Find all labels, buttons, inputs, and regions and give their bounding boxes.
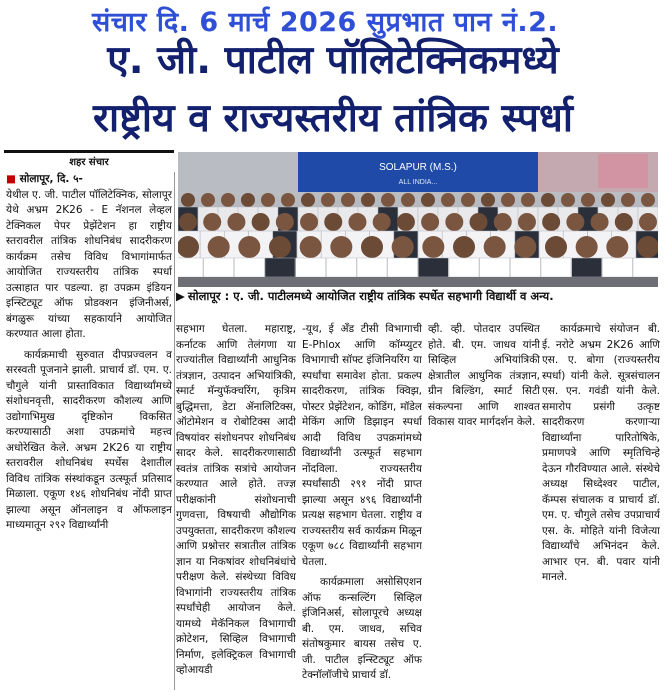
banner-subtext: ALL INDIA...: [398, 179, 438, 186]
person-head: [606, 236, 628, 258]
person-head: [501, 193, 515, 207]
person-body: [234, 258, 264, 277]
person-head: [601, 193, 615, 207]
person-head: [470, 213, 488, 231]
person-head: [542, 213, 560, 231]
person-head: [518, 213, 536, 231]
person-head: [208, 236, 230, 258]
person-head: [453, 236, 475, 258]
person-head: [566, 213, 584, 231]
paragraph-text: येथील ए. जी. पाटील पॉलिटेक्निक, सोलापूर येथे अभ्रम 2K26 - E नॅशनल लेव्हल टेक्निकल पेपर प्रेझेंटेशन हा राष्ट्रीय स्तरावरील तांत्रिक शोधनिबंध सादरीकरण कार्यक्रम तसेच विविध विभागांमार्फत आयोजित राज्यस्तरीय तांत्रिक स्पर्धा उत्साहात पार पडल्या. हा उपक्रम इंडियन इन्स्टिट्यूट ऑफ प्रोडक्शन इंजिनीअर्स, बंगळुरू यांच्या सहकार्याने आयोजित करण्यात आला होता.: [6, 188, 172, 340]
person-head: [637, 236, 658, 258]
person-head: [392, 236, 414, 258]
person-head: [361, 193, 375, 207]
person-body: [357, 258, 387, 277]
person-head: [324, 213, 342, 231]
group-photo-illustration: [178, 152, 658, 287]
article-paragraph: -यूथ, ई अँड टीसी विभागाची E-Phlox आणि कॉम्प्युटर विभागाची सॉफ्ट इंजिनियरिंग या स्पर्धांचा समावेश होता. प्रकल्प सादरीकरण, तांत्रिक क्विझ, पोस्टर प्रेझेंटेशन, कोडिंग, मॉडेल मेकिंग आणि डिझाइन स्पर्धा आदी विविध उपक्रमांमध्ये विद्यार्थ्यांनी उत्स्फूर्त सहभाग नोंदविला. राज्यस्तरीय स्पर्धांसाठी २९१ नोंदी प्राप्त झाल्या असून ४९६ विद्यार्थ्यांनी प्रत्यक्ष सहभाग घेतला. राष्ट्रीय व राज्यस्तरीय सर्व कार्यक्रम मिळून एकूण ७८८ विद्यार्थ्यांनी सहभाग घेतला.: [302, 323, 422, 568]
masthead-date-line: संचार दि. 6 मार्च 2026 सुप्रभात पान नं.2.: [92, 7, 559, 38]
article-paragraph: व्ही. व्ही. पोतदार उपस्थित होते. बी. एम. जाधव यांनी सिव्हिल अभियांत्रिकी क्षेत्रातील आधुनिक तंत्रज्ञान, ग्रीन बिल्डिंग, स्मार्ट सिटी संकल्पना आणि शाश्वत विकास यावर मार्गदर्शन केले.: [428, 323, 540, 428]
person-head: [276, 213, 294, 231]
person-head: [348, 213, 366, 231]
person-body: [204, 258, 234, 277]
group-photo: [178, 152, 658, 287]
person-head: [361, 236, 383, 258]
headline-line-1: ए. जी. पाटील पॉलिटेक्निकमध्ये: [107, 38, 559, 83]
person-body: [602, 258, 632, 277]
person-head: [330, 236, 352, 258]
person-head: [341, 193, 355, 207]
person-head: [641, 193, 655, 207]
person-head: [581, 193, 595, 207]
article-paragraph: कार्यक्रमाची सुरुवात दीपप्रज्वलन व सरस्वती पूजनाने झाली. प्राचार्य डॉ. एम. ए. चौगुले यांनी प्रास्ताविकात विद्यार्थ्यांमध्ये संशोधनवृत्ती, सादरीकरण कौशल्य आणि उद्योगाभिमुख दृष्टिकोन विकसित करण्यासाठी अशा उपक्रमांचे महत्त्व अधोरेखित केले. अभ्रम 2K26 या राष्ट्रीय स्तरावरील शोधनिबंध स्पर्धेस देशातील विविध तांत्रिक संस्थांकडून उत्स्फूर्त प्रतिसाद मिळाला. एकूण १४६ शोधनिबंध नोंदी प्राप्त झाल्या असून ऑनलाइन व ऑफलाइन माध्यमातून २९२ विद्यार्थ्यांनी: [6, 348, 172, 531]
photo-caption: [176, 289, 660, 309]
byline: शहर संचार: [4, 150, 174, 170]
person-body: [633, 258, 658, 277]
person-head: [484, 236, 506, 258]
person-head: [494, 213, 512, 231]
person-head: [397, 213, 415, 231]
headline-line-2: राष्ट्रीय व राज्यस्तरीय तांत्रिक स्पर्धा: [93, 96, 573, 141]
dateline: सोलापूर, दि. ५-: [19, 173, 83, 185]
column-divider: [174, 172, 175, 690]
article-column-4: [428, 322, 540, 690]
person-head: [221, 193, 235, 207]
person-head: [461, 193, 475, 207]
person-body: [449, 258, 479, 277]
person-head: [422, 236, 444, 258]
article-column-1: [6, 172, 172, 690]
person-body: [178, 258, 203, 277]
article-paragraph: सहभाग घेतला. महाराष्ट्र, कर्नाटक आणि तेलंगणा या राज्यांतील विद्यार्थ्यांनी आधुनिक तंत्रज्ञान, उत्पादन अभियांत्रिकी, स्मार्ट मॅन्युफॅक्चरिंग, कृत्रिम बुद्धिमत्ता, डेटा ॲनालिटिक्स, ऑटोमेशन व रोबोटिक्स आदी विषयांवर संशोधनपर शोधनिबंध सादर केले. सादरीकरणासाठी स्वतंत्र तांत्रिक सत्रांचे आयोजन करण्यात आले होते. तज्ज्ञ परीक्षकांनी संशोधनाची गुणवत्ता, विषयाची औद्योगिक उपयुक्तता, सादरीकरण कौशल्य आणि प्रश्नोत्तर सत्रातील तांत्रिक ज्ञान या निकषांवर शोधनिबंधांचे परीक्षण केले. संस्थेच्या विविध विभागांनी राज्यस्तरीय तांत्रिक स्पर्धांचेही आयोजन केले. यामध्ये मेकॅनिकल विभागाची क्रोटेशन, सिव्हिल विभागाची निर्माण, इलेक्ट्रिकल विभागाची व्होआयडी: [176, 323, 296, 676]
person-head: [261, 193, 275, 207]
person-head: [401, 193, 415, 207]
person-head: [445, 213, 463, 231]
person-body: [326, 258, 356, 277]
people-group: [178, 193, 658, 277]
caption-triangle-icon: ▶: [176, 289, 185, 303]
person-head: [381, 193, 395, 207]
person-body: [296, 258, 326, 277]
person-head: [238, 236, 260, 258]
person-head: [178, 236, 199, 258]
person-head: [373, 213, 391, 231]
person-body: [541, 258, 571, 277]
person-body: [510, 258, 540, 277]
person-head: [227, 213, 245, 231]
person-head: [300, 213, 318, 231]
person-head: [179, 213, 197, 231]
person-head: [300, 236, 322, 258]
article-column-2: [176, 322, 296, 690]
person-head: [321, 193, 335, 207]
person-head: [421, 193, 435, 207]
person-head: [514, 236, 536, 258]
article-paragraph: [6, 172, 172, 343]
person-head: [201, 193, 215, 207]
person-head: [639, 213, 657, 231]
banner-text: SOLAPUR (M.S.): [379, 162, 457, 173]
person-head: [545, 236, 567, 258]
person-head: [615, 213, 633, 231]
person-head: [203, 213, 221, 231]
person-head: [591, 213, 609, 231]
person-head: [252, 213, 270, 231]
person-head: [241, 193, 255, 207]
person-body: [265, 258, 295, 277]
person-head: [621, 193, 635, 207]
article-paragraph: कार्यक्रमाला असोसिएशन ऑफ कन्सल्टिंग सिव्हिल इंजिनिअर्स, सोलापूरचे अध्यक्ष बी. एम. जाधव, सचिव संतोषकुमार बायस तसेच ए. जी. पाटील इन्स्टिट्यूट ऑफ टेक्नॉलॉजीचे प्राचार्य डॉ.: [302, 576, 422, 681]
bullet-icon: ■: [6, 173, 20, 185]
caption-text: सोलापूर : ए. जी. पाटीलमध्ये आयोजित राष्ट्रीय तांत्रिक स्पर्धेत सहभागी विद्यार्थी व अन्य.: [187, 289, 554, 303]
person-head: [441, 193, 455, 207]
person-head: [521, 193, 535, 207]
person-head: [481, 193, 495, 207]
person-head: [541, 193, 555, 207]
article-column-5: [542, 322, 660, 690]
person-head: [269, 236, 291, 258]
person-head: [561, 193, 575, 207]
person-head: [421, 213, 439, 231]
person-body: [418, 258, 448, 277]
person-head: [281, 193, 295, 207]
person-head: [181, 193, 195, 207]
article-paragraph: कार्यक्रमाचे संयोजन बी. ई. नरोटे अभ्रम 2K26 आणि एस. ए. बोगा (राज्यस्तरीय स्पर्धा) यांनी केले. सूत्रसंचालन एस. एन. गवंडी यांनी केले. समारोप प्रसंगी उत्कृष्ट सादरीकरण करणाऱ्या विद्यार्थ्यांना पारितोषिके, प्रमाणपत्रे आणि स्मृतिचिन्हे देऊन गौरविण्यात आले. संस्थेचे अध्यक्ष सिध्देश्वर पाटील, कॅम्पस संचालक व प्राचार्य डॉ. एम. ए. चौगुले तसेच उपप्राचार्य एस. के. मोहिते यांनी विजेत्या विद्यार्थ्यांचे अभिनंदन केले. आभार एन. बी. पवार यांनी मानले.: [542, 323, 660, 583]
article-column-3: [302, 322, 422, 690]
person-body: [572, 258, 602, 277]
person-head: [301, 193, 315, 207]
person-body: [388, 258, 418, 277]
person-body: [480, 258, 510, 277]
person-head: [576, 236, 598, 258]
